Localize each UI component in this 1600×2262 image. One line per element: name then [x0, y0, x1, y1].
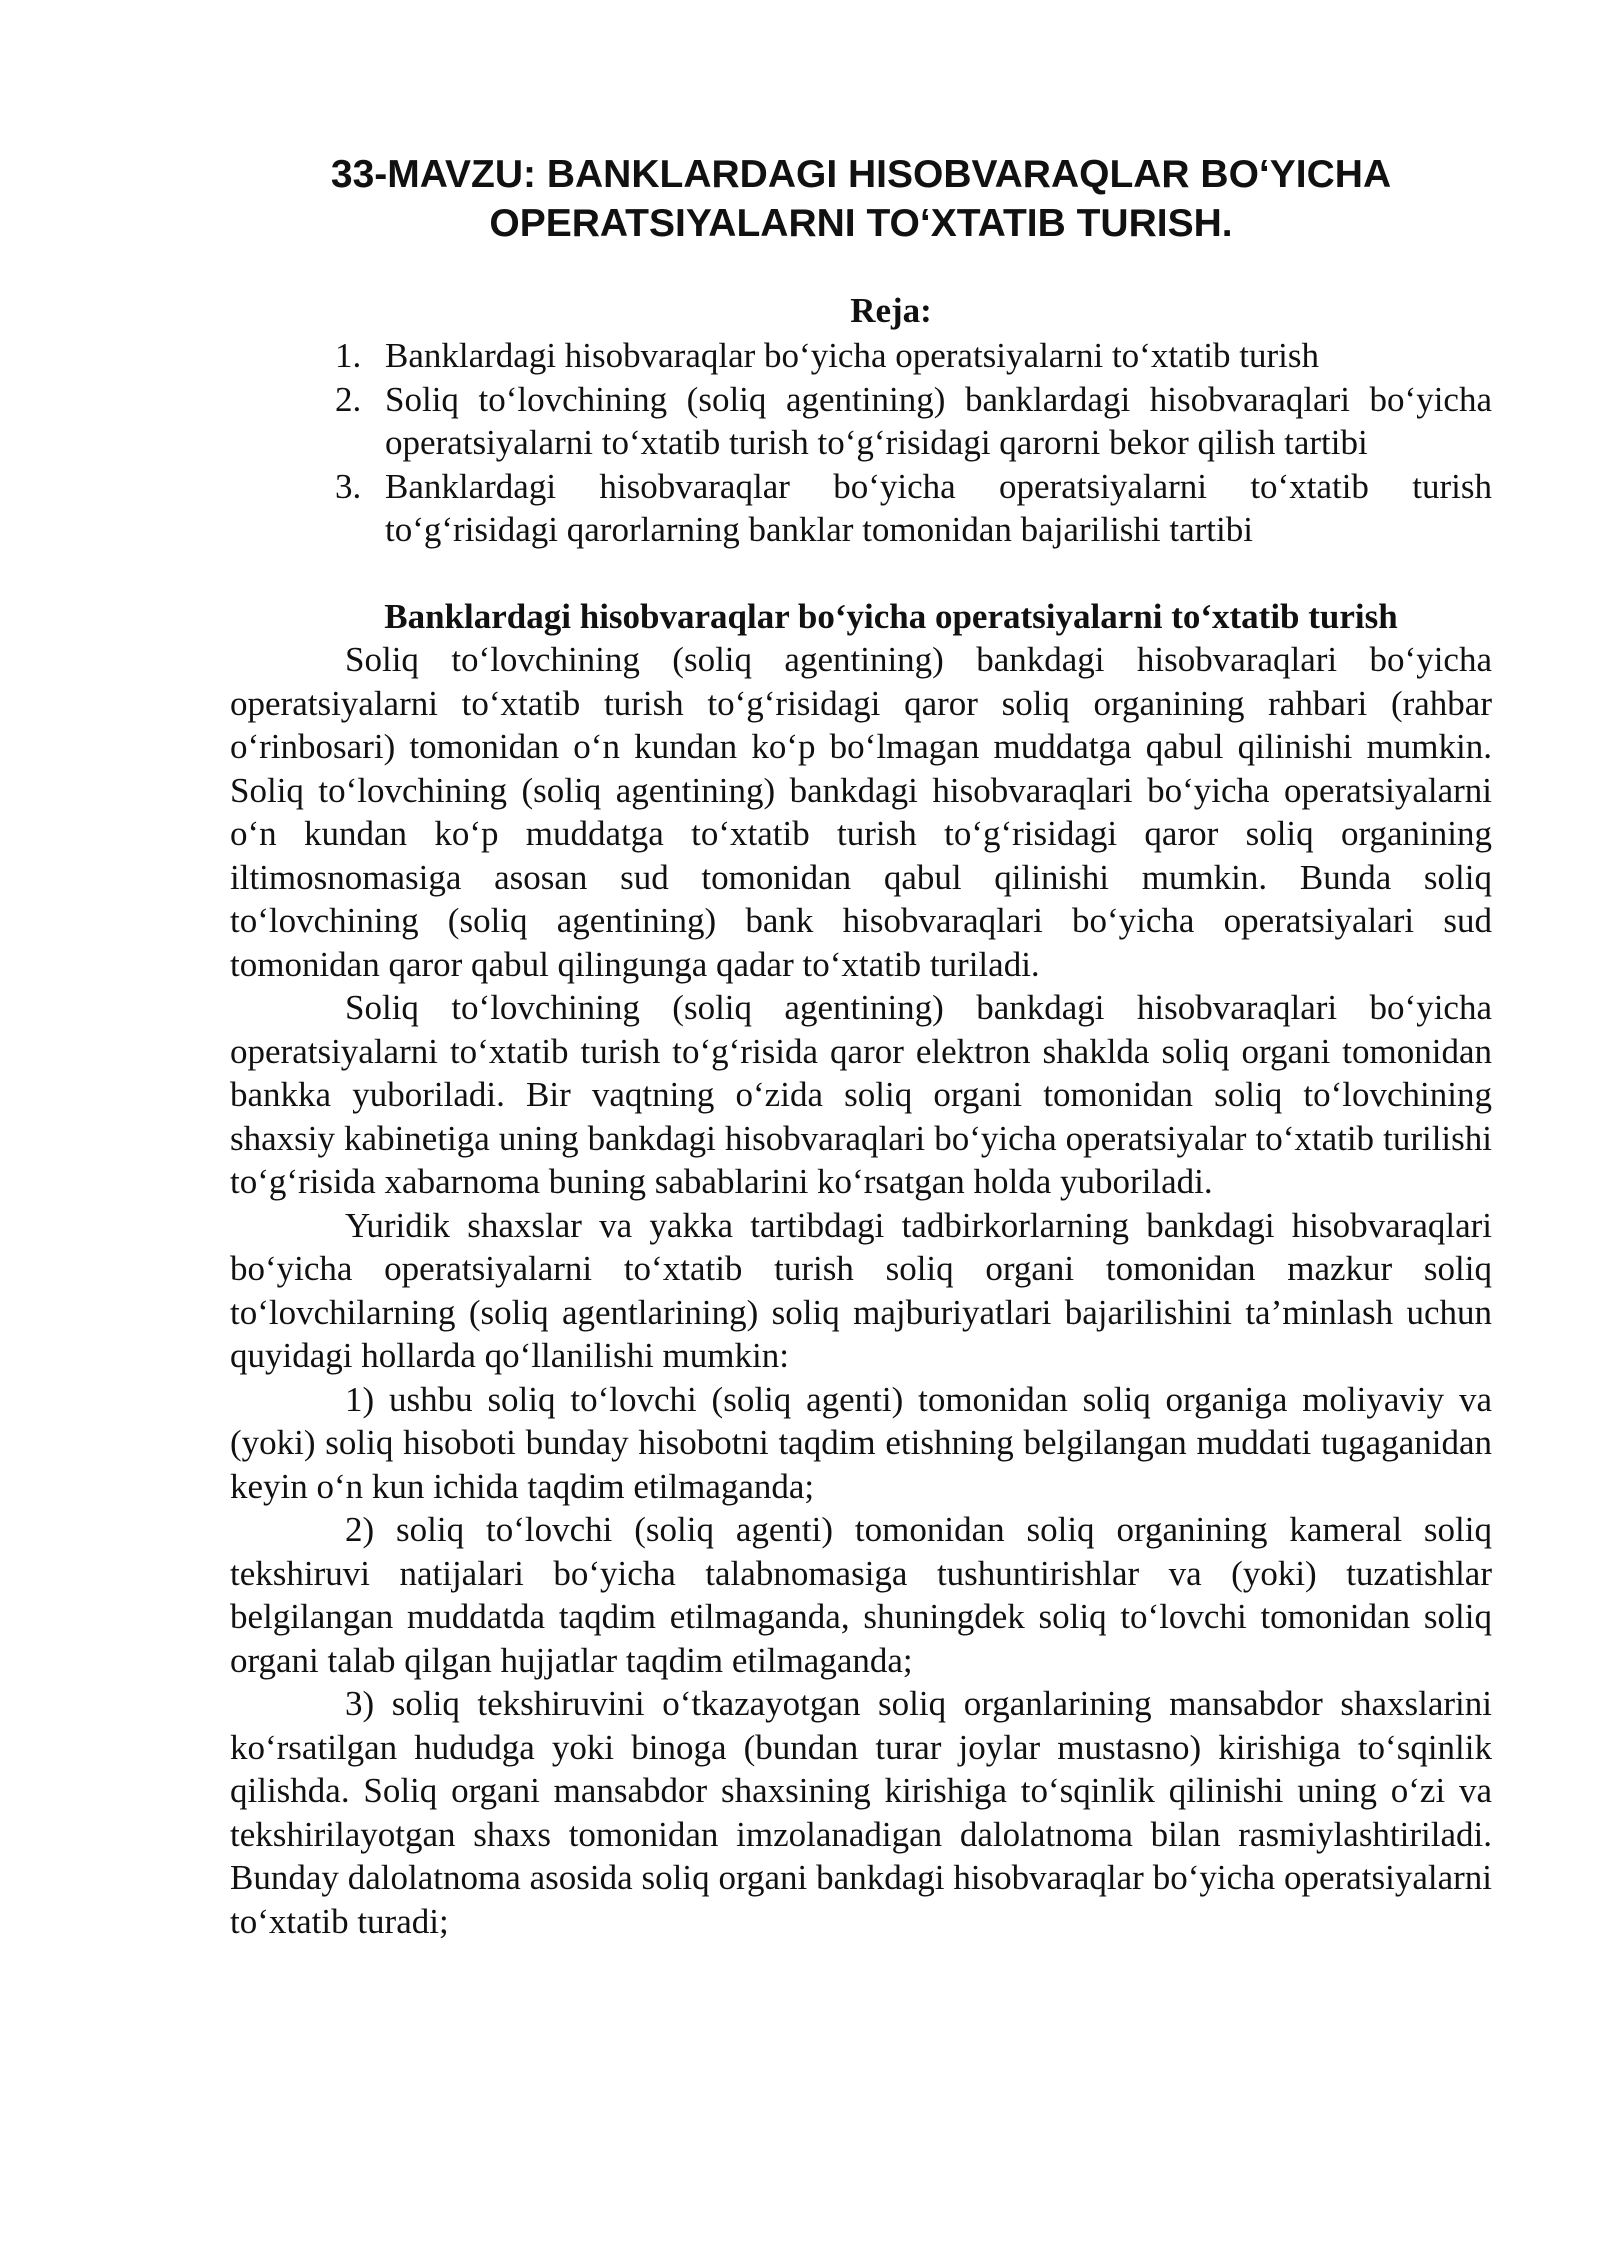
plan-item-number: 1.: [335, 336, 362, 375]
title-line-2: OPERATSIYALARNI TO‘XTATIB TURISH.: [489, 202, 1233, 245]
plan-heading: Reja:: [850, 291, 932, 330]
document-title: [230, 150, 1492, 248]
plan-list: [230, 334, 1492, 552]
paragraph-1: Soliq to‘lovchining (soliq agentining) bankdagi hisobvaraqlari bo‘yicha operatsiyalarni to‘xtatib turish to‘g‘risidagi qaror soliq organining rahbari (rahbar o‘rinbosari) tomonidan o‘n kundan ko‘p bo‘lmagan muddatga qabul qilinishi mumkin. Soliq to‘lovchining (soliq agentining) bankdagi hisobvaraqlari bo‘yicha operatsiyalarni o‘n kundan ko‘p muddatga to‘xtatib turish to‘g‘risidagi qaror soliq organining iltimosnomasiga asosan sud tomonidan qabul qilinishi mumkin. Bunda soliq to‘lovchining (soliq agentining) bank hisobvaraqlari bo‘yicha operatsiyalari sud tomonidan qaror qabul qilingunga qadar to‘xtatib turiladi.: [230, 640, 1492, 984]
plan-item-number: 3.: [335, 466, 362, 506]
paragraph-4: 1) ushbu soliq to‘lovchi (soliq agenti) tomonidan soliq organiga moliyaviy va (yoki) soliq hisoboti bunday hisobotni taqdim etishning belgilangan muddati tugaganidan keyin o‘n kun ichida taqdim etilmaganda;: [230, 1379, 1492, 1506]
document-page: [230, 150, 1492, 1943]
paragraph-2: Soliq to‘lovchining (soliq agentining) bankdagi hisobvaraqlari bo‘yicha operatsiyalarni to‘xtatib turish to‘g‘risida qaror elektron shaklda soliq organi tomonidan bankka yuboriladi. Bir vaqtning o‘zida soliq organi tomonidan soliq to‘lovchining shaxsiy kabinetiga uning bankdagi hisobvaraqlari bo‘yicha operatsiyalar to‘xtatib turilishi to‘g‘risida xabarnoma buning sabablarini ko‘rsatgan holda yuboriladi.: [230, 988, 1492, 1201]
plan-item-text: Banklardagi hisobvaraqlar bo‘yicha operatsiyalarni to‘xtatib turish to‘g‘risidagi qarorlarning banklar tomonidan bajarilishi tartibi: [385, 466, 1492, 549]
section-heading: Banklardagi hisobvaraqlar bo‘yicha operatsiyalarni to‘xtatib turish: [384, 596, 1398, 636]
plan-item-2: [335, 378, 1492, 465]
plan-item-text: Banklardagi hisobvaraqlar bo‘yicha operatsiyalarni to‘xtatib turish: [385, 336, 1320, 375]
paragraph-6: 3) soliq tekshiruvini o‘tkazayotgan soliq organlarining mansabdor shaxslarini ko‘rsatilgan hududga yoki binoga (bundan turar joylar mustasno) kirishiga to‘sqinlik qilishda. Soliq organi mansabdor shaxsining kirishiga to‘sqinlik qilinishi uning o‘zi va tekshirilayotgan shaxs tomonidan imzolanadigan dalolatnoma bilan rasmiylashtiriladi. Bunday dalolatnoma asosida soliq organi bankdagi hisobvaraqlar bo‘yicha operatsiyalarni to‘xtatib turadi;: [230, 1684, 1492, 1941]
plan-item-number: 2.: [335, 379, 362, 419]
plan-item-3: [335, 465, 1492, 552]
plan-item-1: [335, 334, 1492, 378]
plan-item-text: Soliq to‘lovchining (soliq agentining) banklardagi hisobvaraqlari bo‘yicha operatsiyalarni to‘xtatib turish to‘g‘risidagi qarorni bekor qilish tartibi: [385, 379, 1492, 462]
title-line-1: 33-MAVZU: BANKLARDAGI HISOBVARAQLAR BO‘YICHA: [330, 153, 1392, 196]
paragraph-3: Yuridik shaxslar va yakka tartibdagi tadbirkorlarning bankdagi hisobvaraqlari bo‘yicha operatsiyalarni to‘xtatib turish soliq organi tomonidan mazkur soliq to‘lovchilarning (soliq agentlarining) soliq majburiyatlari bajarilishini ta’minlash uchun quyidagi hollarda qo‘llanilishi mumkin:: [230, 1205, 1492, 1375]
paragraph-5: 2) soliq to‘lovchi (soliq agenti) tomonidan soliq organining kameral soliq tekshiruvi natijalari bo‘yicha talabnomasiga tushuntirishlar va (yoki) tuzatishlar belgilangan muddatda taqdim etilmaganda, shuningdek soliq to‘lovchi tomonidan soliq organi talab qilgan hujjatlar taqdim etilmaganda;: [230, 1510, 1492, 1680]
